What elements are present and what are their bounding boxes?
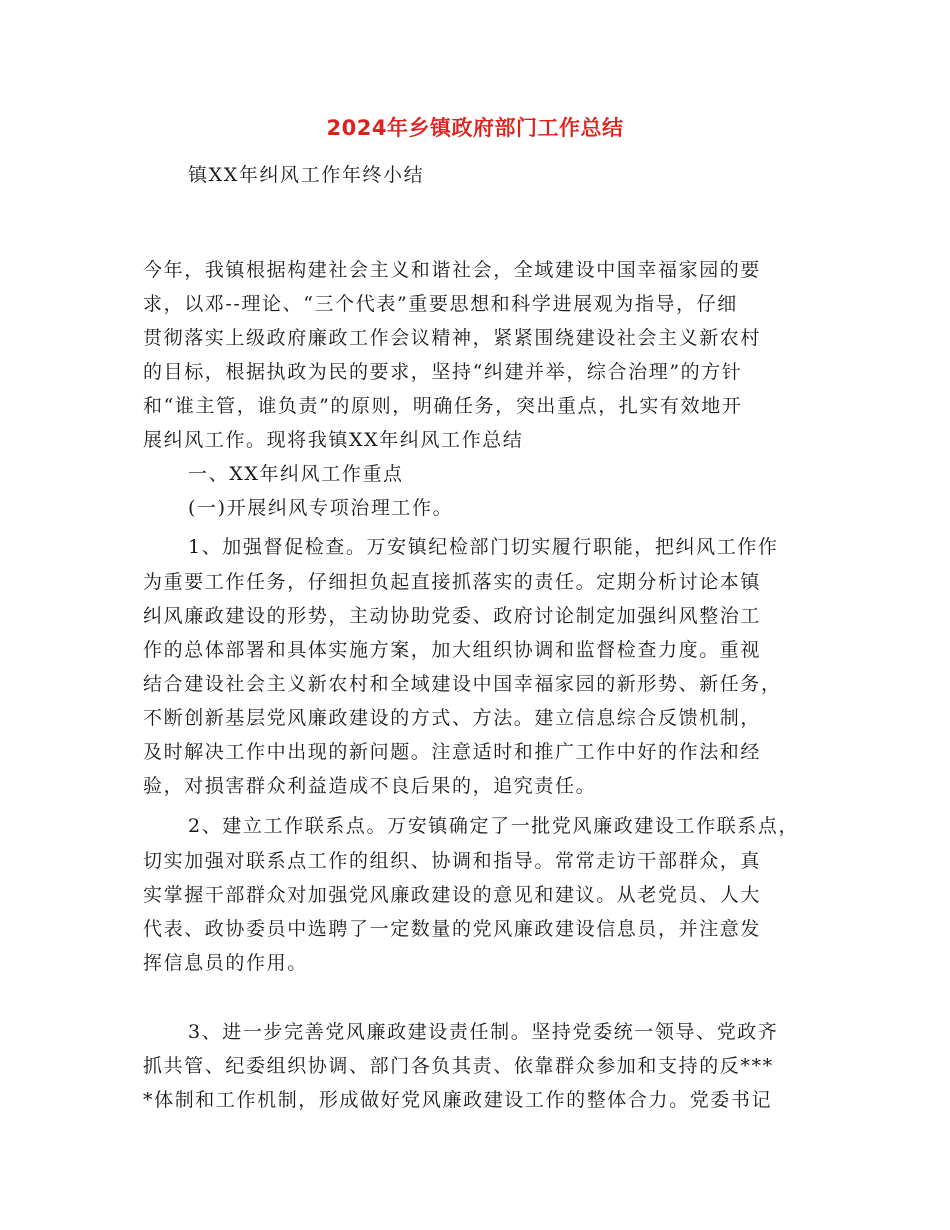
paragraph-line: 纠风廉政建设的形势，主动协助党委、政府讨论制定加强纠风整治工 (143, 605, 762, 627)
paragraph-line: 及时解决工作中出现的新问题。注意适时和推广工作中好的作法和经 (143, 741, 762, 763)
paragraph-line: 的目标，根据执政为民的要求，坚持“纠建并举，综合治理”的方针 (143, 361, 743, 383)
paragraph-line: 贯彻落实上级政府廉政工作会议精神，紧紧围绕建设社会主义新农村 (143, 327, 762, 349)
paragraph-line: 为重要工作任务，仔细担负起直接抓落实的责任。定期分析讨论本镇 (143, 571, 762, 593)
paragraph-line: 展纠风工作。现将我镇XX年纠风工作总结 (143, 429, 524, 451)
subsection-heading: (一)开展纠风专项治理工作。 (188, 497, 454, 519)
paragraph-line: 结合建设社会主义新农村和全域建设中国幸福家园的新形势、新任务， (143, 673, 782, 695)
document-title: 2024年乡镇政府部门工作总结 (326, 116, 624, 140)
paragraph-line: 抓共管、纪委组织协调、部门各负其责、依靠群众参加和支持的反*** (143, 1055, 774, 1077)
section-heading: 一、XX年纠风工作重点 (188, 463, 404, 485)
document-subtitle: 镇XX年纠风工作年终小结 (188, 164, 425, 186)
paragraph-line: 2、建立工作联系点。万安镇确定了一批党风廉政建设工作联系点， (188, 815, 800, 837)
paragraph-line: 代表、政协委员中选聘了一定数量的党风廉政建设信息员，并注意发 (143, 918, 762, 940)
paragraph-line: 验，对损害群众利益造成不良后果的，追究责任。 (143, 775, 597, 797)
paragraph-line: 1、加强督促检查。万安镇纪检部门切实履行职能，把纠风工作作 (188, 536, 779, 558)
paragraph-line: 求，以邓--理论、“三个代表”重要思想和科学进展观为指导，仔细 (143, 293, 738, 315)
paragraph-line: 切实加强对联系点工作的组织、协调和指导。常常走访干部群众，真 (143, 850, 762, 872)
paragraph-line: *体制和工作机制，形成做好党风廉政建设工作的整体合力。党委书记 (143, 1089, 773, 1111)
paragraph-line: 今年，我镇根据构建社会主义和谐社会，全域建设中国幸福家园的要 (143, 259, 762, 281)
paragraph-line: 实掌握干部群众对加强党风廉政建设的意见和建议。从老党员、人大 (143, 884, 762, 906)
paragraph-line: 3、进一步完善党风廉政建设责任制。坚持党委统一领导、党政齐 (188, 1021, 779, 1043)
paragraph-line: 挥信息员的作用。 (143, 952, 308, 974)
paragraph-line: 不断创新基层党风廉政建设的方式、方法。建立信息综合反馈机制， (143, 707, 762, 729)
paragraph-line: 作的总体部署和具体实施方案，加大组织协调和监督检查力度。重视 (143, 639, 762, 661)
paragraph-line: 和“谁主管，谁负责”的原则，明确任务，突出重点，扎实有效地开 (143, 395, 743, 417)
